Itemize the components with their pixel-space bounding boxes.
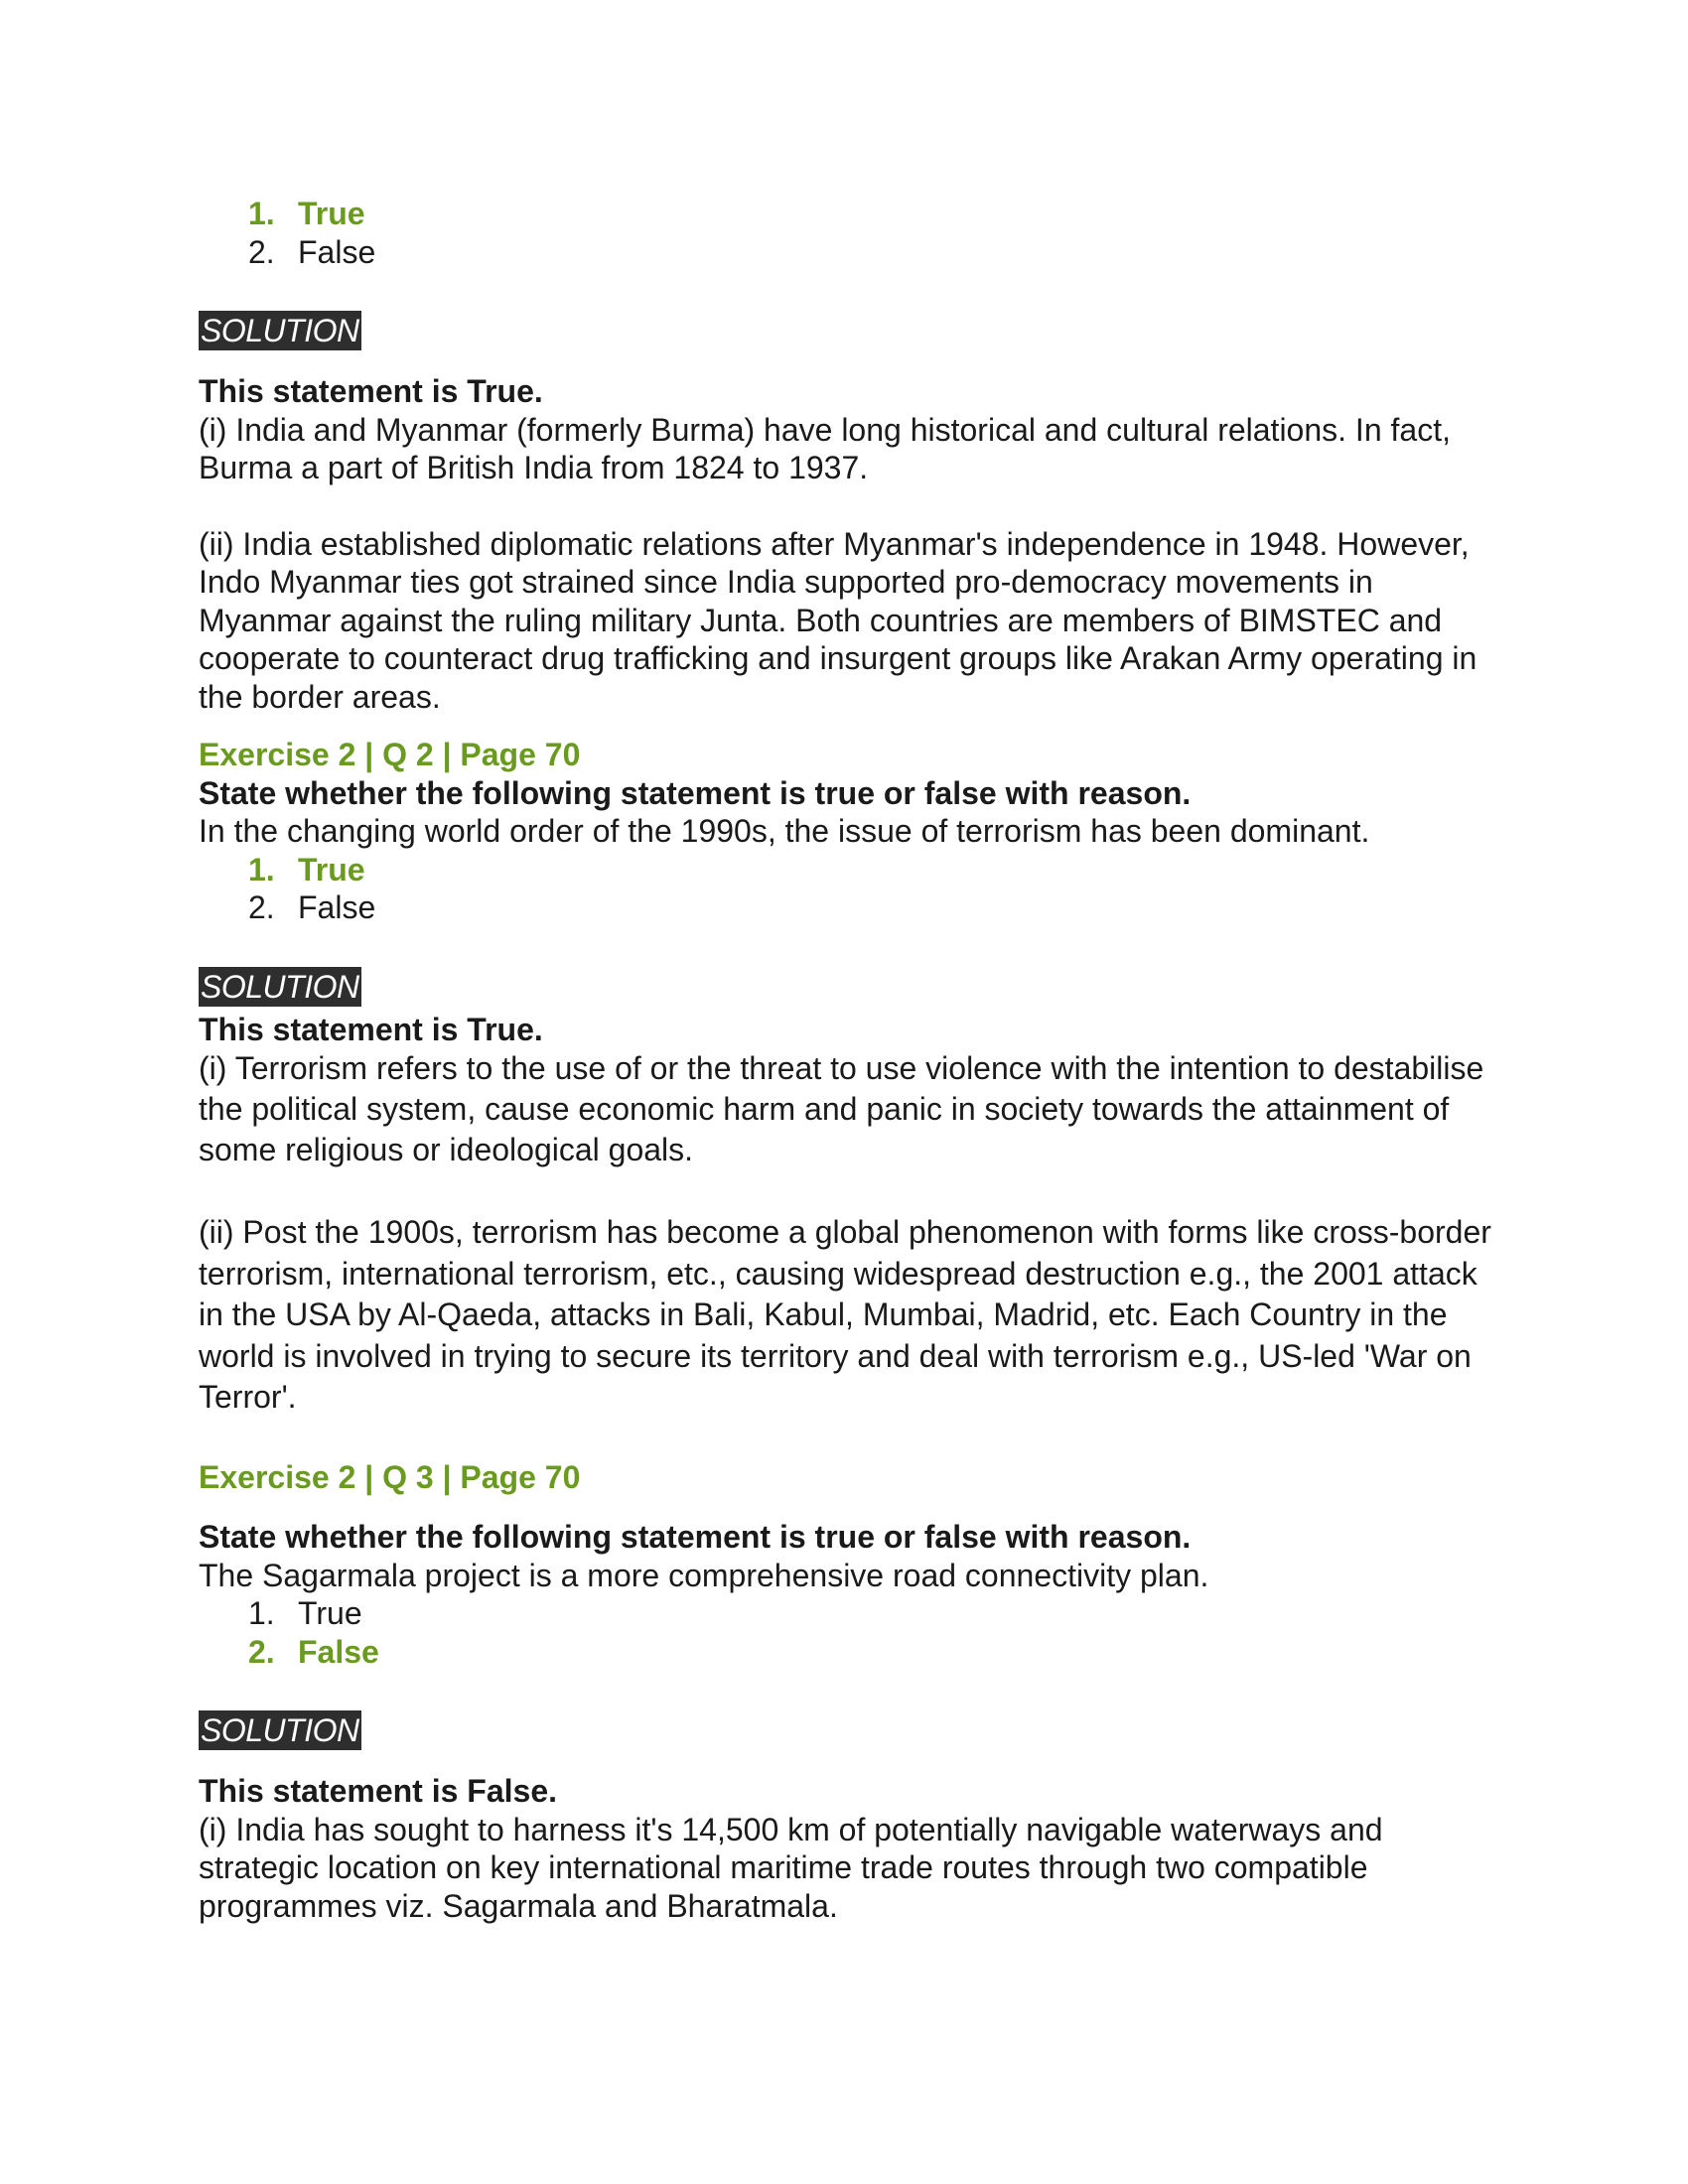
option-number: 2. bbox=[248, 889, 275, 925]
option-number: 1. bbox=[248, 196, 275, 231]
question-statement: In the changing world order of the 1990s, the issue of terrorism has been dominant. bbox=[199, 813, 1370, 849]
option-text: False bbox=[298, 1633, 379, 1670]
solution-paragraph: (i) India has sought to harness it's 14,500 km of potentially navigable waterways and strategic location on key international maritime trade routes through two compatible programmes viz. Sagarmala and Bharatmala. bbox=[199, 1811, 1383, 1924]
answer-options bbox=[199, 1594, 1509, 1671]
solution-badge: SOLUTION bbox=[201, 968, 359, 1005]
solution-paragraph: (i) Terrorism refers to the use of or the threat to use violence with the intention to destabilise the political system, cause economic harm and panic in society towards the attainment of some religious or ideological goals. bbox=[199, 1050, 1484, 1167]
option-text: True bbox=[298, 196, 365, 231]
solution-badge: SOLUTION bbox=[201, 1712, 359, 1748]
document-page bbox=[199, 195, 1509, 1925]
answer-options bbox=[199, 195, 1509, 271]
option-false bbox=[199, 233, 1509, 272]
option-true-correct bbox=[199, 851, 1509, 889]
option-text: False bbox=[298, 233, 376, 270]
option-false bbox=[199, 888, 1509, 927]
solution-verdict: This statement is True. bbox=[199, 1011, 543, 1047]
answer-options bbox=[199, 851, 1509, 927]
option-false-correct bbox=[199, 1633, 1509, 1672]
question-instruction: State whether the following statement is true or false with reason. bbox=[199, 1519, 1192, 1555]
option-text: True bbox=[298, 851, 365, 887]
option-text: True bbox=[298, 1595, 362, 1631]
option-true bbox=[199, 1594, 1509, 1633]
option-number: 2. bbox=[248, 1633, 275, 1670]
exercise-heading: Exercise 2 | Q 3 | Page 70 bbox=[199, 1458, 581, 1495]
question-statement: The Sagarmala project is a more comprehensive road connectivity plan. bbox=[199, 1557, 1209, 1593]
solution-verdict: This statement is False. bbox=[199, 1773, 558, 1809]
solution-paragraph: (ii) India established diplomatic relations after Myanmar's independence in 1948. However, Indo Myanmar ties got strained since India supported pro-democracy movements in Myanmar against the ruling military Junta. Both countries are members of BIMSTEC and cooperate to counteract drug trafficking and insurgent groups like Arakan Army operating in the border areas. bbox=[199, 525, 1477, 715]
exercise-heading: Exercise 2 | Q 2 | Page 70 bbox=[199, 737, 581, 772]
option-true-correct bbox=[199, 195, 1509, 233]
solution-paragraph: (i) India and Myanmar (formerly Burma) have long historical and cultural relations. In fact, Burma a part of British India from 1824 to 1937. bbox=[199, 411, 1451, 485]
solution-paragraph: (ii) Post the 1900s, terrorism has become a global phenomenon with forms like cross-border terrorism, international terrorism, etc., causing widespread destruction e.g., the 2001 attack in the USA by Al-Qaeda, attacks in Bali, Kabul, Mumbai, Madrid, etc. Each Country in the world is involved in trying to secure its territory and deal with terrorism e.g., US-led 'War on Terror'. bbox=[199, 1214, 1491, 1415]
option-number: 1. bbox=[248, 851, 275, 887]
solution-badge: SOLUTION bbox=[201, 313, 359, 348]
question-instruction: State whether the following statement is true or false with reason. bbox=[199, 774, 1192, 811]
option-number: 1. bbox=[248, 1595, 275, 1631]
option-number: 2. bbox=[248, 233, 275, 270]
option-text: False bbox=[298, 889, 376, 925]
solution-verdict: This statement is True. bbox=[199, 373, 543, 409]
